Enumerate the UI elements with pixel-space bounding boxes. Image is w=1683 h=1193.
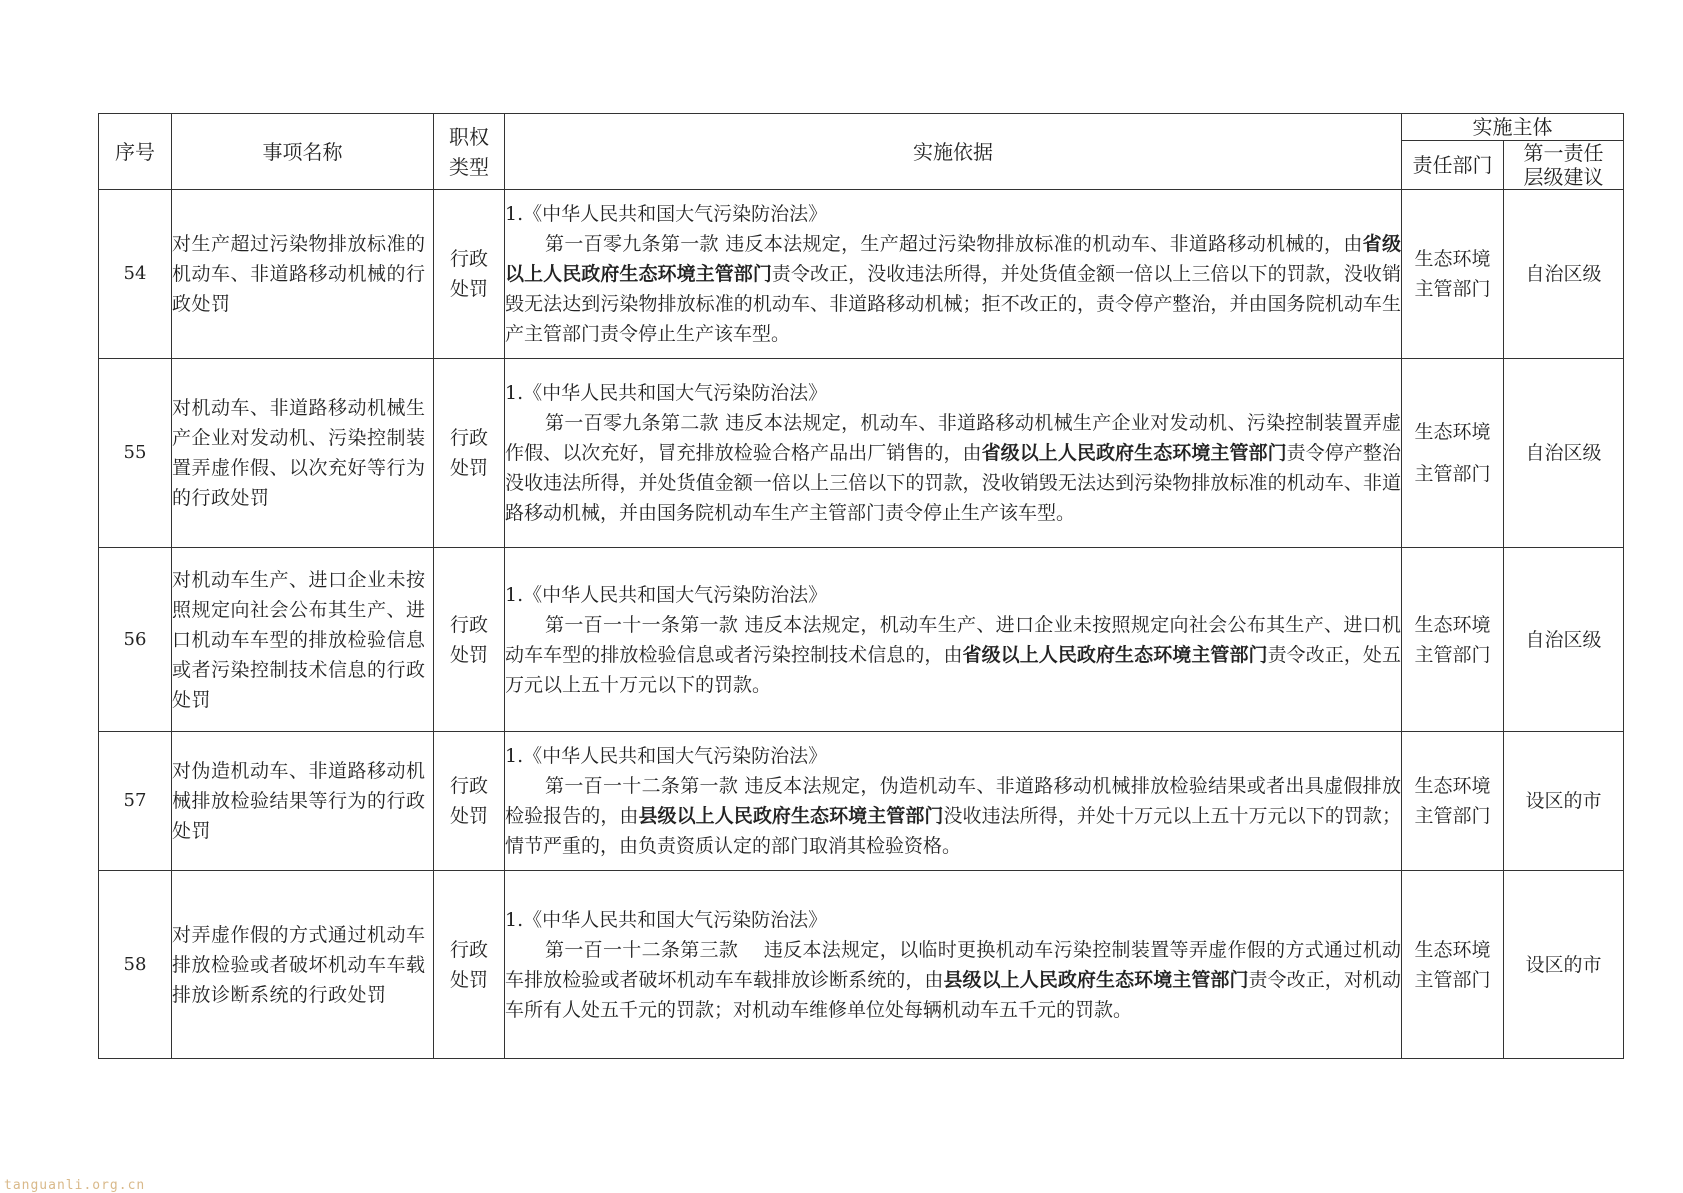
watermark: tanguanli.org.cn — [4, 1178, 146, 1193]
row-seq: 56 — [99, 548, 172, 732]
row-name: 对伪造机动车、非道路移动机械排放检验结果等行为的行政处罚 — [172, 732, 434, 871]
row-basis — [505, 359, 1402, 548]
law-clause: 第一百一十二条第三款 违反本法规定，以临时更换机动车污染控制装置等弄虚作假的方式通过机动车排放检验或者破坏机动车车载排放诊断系统的，由县级以上人民政府生态环境主管部门责令改正，对机动车所有人处五千元的罚款；对机动车维修单位处每辆机动车五千元的罚款。 — [505, 938, 1401, 1021]
row-seq: 58 — [99, 871, 172, 1059]
law-clause: 第一百一十二条第一款 违反本法规定，伪造机动车、非道路移动机械排放检验结果或者出具虚假排放检验报告的，由县级以上人民政府生态环境主管部门没收违法所得，并处十万元以上五十万元以下的罚款； 情节严重的，由负责资质认定的部门取消其检验资格。 — [505, 775, 1401, 857]
row-level: 自治区级 — [1504, 359, 1624, 548]
row-level: 自治区级 — [1504, 190, 1624, 359]
row-dept: 生态环境主管部门 — [1402, 732, 1504, 871]
table-row — [99, 871, 1624, 1059]
table-row — [99, 190, 1624, 359]
row-type: 行政处罚 — [434, 359, 505, 548]
row-name: 对机动车生产、进口企业未按照规定向社会公布其生产、进口机动车车型的排放检验信息或者污染控制技术信息的行政处罚 — [172, 548, 434, 732]
header-level: 第一责任层级建议 — [1504, 141, 1624, 190]
header-basis: 实施依据 — [505, 114, 1402, 190]
header-seq: 序号 — [99, 114, 172, 190]
row-level: 设区的市 — [1504, 732, 1624, 871]
table-row — [99, 548, 1624, 732]
row-seq: 57 — [99, 732, 172, 871]
row-basis — [505, 732, 1402, 871]
law-clause: 第一百一十一条第一款 违反本法规定，机动车生产、进口企业未按照规定向社会公布其生产、进口机动车车型的排放检验信息或者污染控制技术信息的，由省级以上人民政府生态环境主管部门责令改正，处五万元以上五十万元以下的罚款。 — [505, 613, 1401, 696]
law-title: 1.《中华人民共和国大气污染防治法》 — [505, 583, 828, 606]
header-subject: 实施主体 — [1402, 114, 1624, 141]
row-dept: 生态环境主管部门 — [1402, 548, 1504, 732]
enforcement-table — [98, 113, 1624, 1059]
row-basis — [505, 871, 1402, 1059]
row-dept: 生态环境主管部门 — [1402, 871, 1504, 1059]
row-seq: 55 — [99, 359, 172, 548]
row-level: 自治区级 — [1504, 548, 1624, 732]
row-name: 对弄虚作假的方式通过机动车排放检验或者破坏机动车车载排放诊断系统的行政处罚 — [172, 871, 434, 1059]
row-name: 对生产超过污染物排放标准的机动车、非道路移动机械的行政处罚 — [172, 190, 434, 359]
header-dept: 责任部门 — [1402, 141, 1504, 190]
row-basis — [505, 548, 1402, 732]
header-name: 事项名称 — [172, 114, 434, 190]
row-type: 行政处罚 — [434, 190, 505, 359]
row-dept: 生态环境主管部门 — [1402, 359, 1504, 548]
law-title: 1.《中华人民共和国大气污染防治法》 — [505, 382, 828, 404]
table-row — [99, 732, 1624, 871]
law-clause: 第一百零九条第二款 违反本法规定，机动车、非道路移动机械生产企业对发动机、污染控制装置弄虚作假、以次充好，冒充排放检验合格产品出厂销售的，由省级以上人民政府生态环境主管部门责令停产整治没收违法所得，并处货值金额一倍以上三倍以下的罚款，没收销毁无法达到污染物排放标准的机动车、非道路移动机械，并由国务院机动车生产主管部门责令停止生产该车型。 — [505, 412, 1401, 524]
row-type: 行政处罚 — [434, 732, 505, 871]
row-seq: 54 — [99, 190, 172, 359]
header-type: 职权类型 — [434, 114, 505, 190]
row-type: 行政处罚 — [434, 871, 505, 1059]
law-clause: 第一百零九条第一款 违反本法规定，生产超过污染物排放标准的机动车、非道路移动机械的，由省级以上人民政府生态环境主管部门责令改正，没收违法所得，并处货值金额一倍以上三倍以下的罚款，没收销毁无法达到污染物排放标准的机动车、非道路移动机械；拒不改正的，责令停产整治，并由国务院机动车生产主管部门责令停止生产该车型。 — [505, 233, 1401, 345]
row-level: 设区的市 — [1504, 871, 1624, 1059]
row-basis — [505, 190, 1402, 359]
law-title: 1.《中华人民共和国大气污染防治法》 — [505, 908, 828, 931]
row-name: 对机动车、非道路移动机械生产企业对发动机、污染控制装置弄虚作假、以次充好等行为的行政处罚 — [172, 359, 434, 548]
law-title: 1.《中华人民共和国大气污染防治法》 — [505, 203, 828, 225]
row-dept: 生态环境主管部门 — [1402, 190, 1504, 359]
table-row — [99, 359, 1624, 548]
law-title: 1.《中华人民共和国大气污染防治法》 — [505, 745, 828, 767]
row-type: 行政处罚 — [434, 548, 505, 732]
